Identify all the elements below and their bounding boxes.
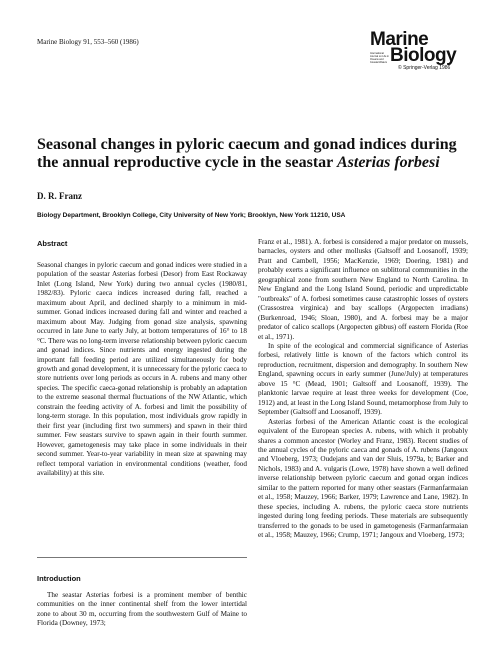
introduction-text (37, 591, 247, 629)
introduction-heading: Introduction (37, 574, 81, 583)
section-divider (37, 557, 247, 558)
right-paragraph-2: In spite of the ecological and commercial significance of Asterias forbesi, relatively little is known of the factors which control its reproduction, recruitment, dispersion and demography. In southern New England, spawning occurs in early summer (June/July) at temperatures above 15 °C (Mead, 1901; Galtsoff and Loosanoff, 1939). The planktonic larvae require at least three weeks for development (Coe, 1912) and, at least in the Long Island Sound, metamorphose from July to September (Galtsoff and Loosanoff, 1939). (258, 341, 468, 417)
logo-word-biology: Biology (390, 45, 457, 66)
right-paragraph-1: Franz et al., 1981). A. forbesi is considered a major predator on mussels, barnacles, oysters and other mollusks (Galtsoff and Loosanoff, 1939; Pratt and Cambell, 1956; MacKenzie, 1969; Doering, 1981) and probably exerts a significant influence on sublittoral communities in the geographical zone from southern New England to North Carolina. In New England and the Long Island Sound, periodic and unpredictable "outbreaks" of A. forbesi sometimes cause catastrophic losses of oysters (Crassostrea virginica) and bay scallops (Argopecten irradians) (Burkenroad, 1946; Sloan, 1980), and A. forbesi may be a major predator of calico scallops (Argopecten gibbus) off eastern Florida (Roe et al., 1971). (258, 238, 468, 341)
journal-reference: Marine Biology 91, 553–560 (1986) (37, 38, 139, 46)
introduction-paragraph: The seastar Asterias forbesi is a prominent member of benthic communities on the inner continental shelf from the lower intertidal zone to about 30 m, occurring from the southwestern Gulf of Maine to Florida (Downey, 1973; (37, 591, 247, 628)
journal-logo (370, 29, 462, 71)
affiliation: Biology Department, Brooklyn College, City University of New York; Brooklyn, New York 11210, USA (37, 212, 346, 219)
abstract-paragraph: Seasonal changes in pyloric caecum and gonad indices were studied in a population of the seastar Asterias forbesi (Desor) from East Rockaway Inlet (Long Island, New York) during two annual cycles (1980/81, 1982/83). Pyloric caeca indices increased during fall, reached a maximum about April, and declined sharply to a minimum in mid-summer. Gonad indices increased during fall and winter and reached a maximum about May. Judging from gonad size analysis, spawning occurred in late June to early July, at bottom temperatures of 16° to 18 °C. There was no long-term inverse relationship between pyloric caecum and gonad indices. Since nutrients and energy ingested during the important fall feeding period are utilized simultaneously for body growth and gonad development, it is unnecessary for the pyloric caeca to store nutrients over long periods as occurs in A. rubens and many other species. The specific caeca-gonad relationship is probably an adaptation to the extreme seasonal thermal fluctuations of the NW Atlantic, which constrain the feeding activity of A. forbesi and limit the possibility of long-term storage. In this population, most individuals grow rapidly in their first year (including first two summers) and spawn in their third summer. Few seastars survive to spawn again in their fourth summer. However, gametogenesis may take place in some individuals in their second summer. Year-to-year variability in mean size at spawning may reflect temporal variation in environmental conditions (weather, food availability) at this site. (37, 261, 247, 477)
author: D. R. Franz (37, 191, 82, 201)
right-column (258, 238, 468, 541)
title-line-2-text: the annual reproductive cycle in the seastar (37, 154, 337, 171)
logo-small-print: International Journal on Life in Oceans and Coastal Waters (370, 52, 390, 64)
abstract-text (37, 261, 247, 478)
abstract-heading: Abstract (37, 239, 68, 248)
logo-word-marine: Marine (370, 29, 429, 50)
title-line-1: Seasonal changes in pyloric caecum and gonad indices during (37, 136, 457, 153)
paper-title (37, 136, 467, 172)
title-line-2 (37, 154, 467, 172)
title-species: Asterias forbesi (336, 154, 440, 171)
right-paragraph-3: Asterias forbesi of the American Atlantic coast is the ecological equivalent of the European species A. rubens, with which it probably shares a common ancestor (Worley and Franz, 1983). Recent studies of the annual cycles of the pyloric caeca and gonads of A. rubens (Jangoux and Vloeberg, 1973; Oudejans and van der Sluis, 1979a, b; Barker and Nichols, 1983) and A. vulgaris (Lowe, 1978) have shown a well defined inverse relationship between pyloric caecum and gonad organ indices similar to the pattern reported for many other seastars (Farmanfarmaian et al., 1958; Mauzey, 1966; Barker, 1979; Lawrence and Lane, 1982). In these species, including A. rubens, the pyloric caeca store nutrients ingested during long feeding periods. These materials are subsequently transferred to the gonads to be used in gametogenesis (Farmanfarmaian et al., 1958; Mauzey, 1966; Crump, 1971; Jangoux and Vloeberg, 1973; (258, 417, 468, 540)
logo-copyright: © Springer-Verlag 1986 (398, 65, 451, 71)
